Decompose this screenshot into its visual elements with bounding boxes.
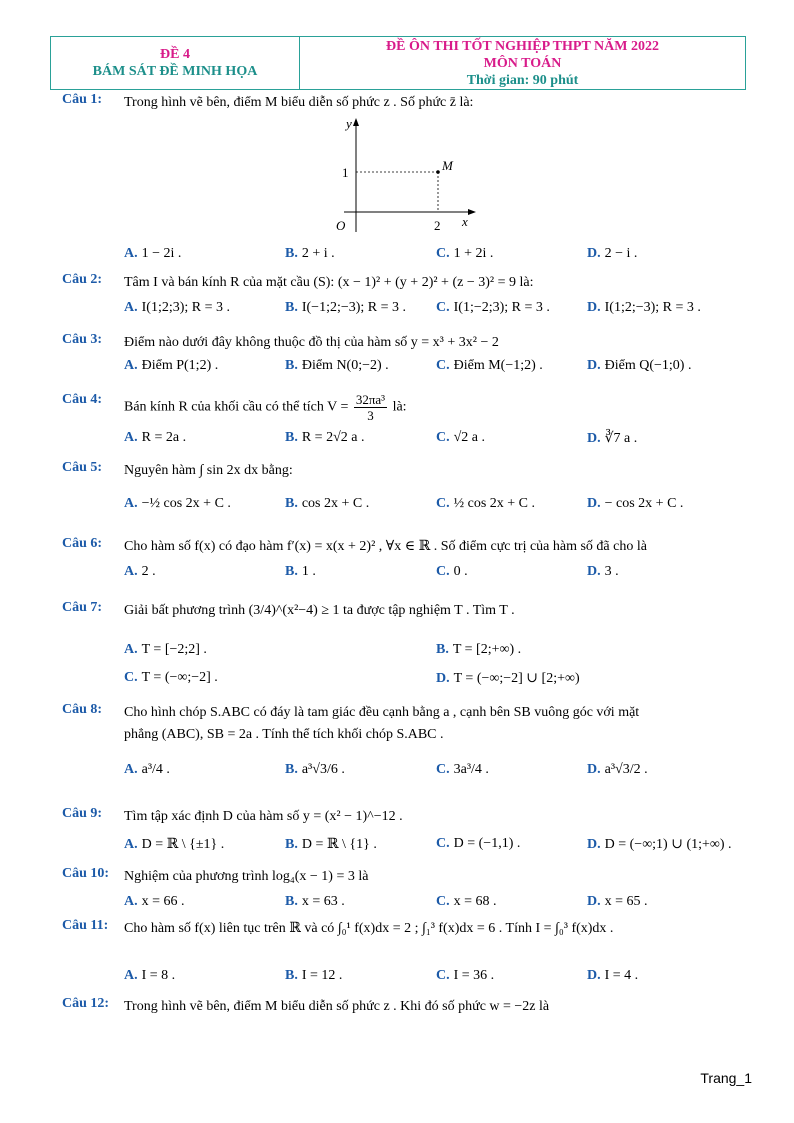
answer-option-b[interactable] (285, 246, 335, 262)
option-text: 1 − 2i . (141, 246, 182, 261)
answer-option-b[interactable] (285, 968, 342, 984)
option-text: 2 + i . (301, 246, 335, 261)
option-letter: B. (285, 358, 298, 373)
option-text: I = 4 . (604, 968, 639, 983)
question-text-line1: Cho hàm số f(x) liên tục trên ℝ và có ∫₀¹ f(x)dx = 2 ; ∫₁³ f(x)dx = 6 . Tính I = ∫₀³ f(x)dx . (124, 921, 614, 936)
answer-option-d[interactable] (587, 894, 648, 910)
option-letter: A. (124, 762, 138, 777)
answer-option-a[interactable] (124, 894, 185, 910)
option-letter: B. (285, 564, 298, 579)
option-text: √2 a . (453, 430, 486, 445)
option-text: I(−1;2;−3); R = 3 . (301, 300, 407, 315)
option-letter: B. (436, 642, 449, 657)
answer-option-c[interactable] (436, 762, 489, 778)
answer-option-a[interactable] (124, 358, 218, 374)
question-label: Câu 10: (62, 866, 110, 881)
option-text: 1 + 2i . (453, 246, 494, 261)
point-label: M (442, 158, 453, 173)
x-tick-label: 2 (434, 218, 441, 233)
answer-option-d[interactable] (587, 836, 732, 853)
question-text (124, 392, 758, 423)
answer-option-a[interactable] (124, 496, 231, 512)
option-text: a³√3/2 . (604, 762, 648, 777)
question-text-line1: Tìm tập xác định D của hàm số y = (x² − 1)^−12 . (124, 809, 403, 824)
answer-option-a[interactable] (124, 564, 156, 580)
option-letter: C. (436, 836, 450, 851)
answer-option-c[interactable] (436, 968, 494, 984)
answer-option-b[interactable] (285, 836, 377, 853)
answer-option-b[interactable] (285, 300, 406, 316)
question-text (124, 536, 758, 558)
question-text-line1: Cho hàm số f(x) có đạo hàm f′(x) = x(x + 2)² , ∀x ∈ ℝ . Số điểm cực trị của hàm số đã cho là (124, 539, 647, 554)
exam-subtitle: BÁM SÁT ĐỀ MINH HỌA (92, 64, 258, 79)
question-text-after: là: (392, 399, 407, 415)
option-text: Điểm N(0;−2) . (301, 358, 389, 373)
option-letter: A. (124, 358, 138, 373)
option-text: a³/4 . (141, 762, 170, 777)
option-text: 3a³/4 . (453, 762, 489, 777)
question-text-line1: Nguyên hàm ∫ sin 2x dx bằng: (124, 463, 293, 478)
option-text: D = (−∞;1) ∪ (1;+∞) . (604, 837, 732, 852)
x-axis-label: x (462, 214, 468, 229)
answer-option-a[interactable] (124, 968, 175, 984)
fraction-denominator: 3 (367, 408, 374, 423)
y-tick-label: 1 (342, 165, 349, 180)
volume-fraction (354, 392, 387, 423)
option-letter: B. (285, 894, 298, 909)
question-text-line1: Tâm I và bán kính R của mặt cầu (S): (x − 1)² + (y + 2)² + (z − 3)² = 9 là: (124, 275, 534, 290)
answer-option-d[interactable] (587, 496, 683, 512)
option-text: T = [−2;2] . (141, 642, 207, 657)
option-letter: D. (587, 300, 601, 315)
option-text: a³√3/6 . (301, 762, 345, 777)
answer-option-d[interactable] (587, 968, 638, 984)
question-text (124, 600, 758, 622)
option-letter: C. (436, 358, 450, 373)
option-text: −½ cos 2x + C . (141, 496, 231, 511)
answer-option-a[interactable] (124, 430, 186, 446)
option-text: R = 2√2 a . (301, 430, 365, 445)
option-text: Điểm Q(−1;0) . (604, 358, 692, 373)
option-text: T = (−∞;−2] . (141, 670, 218, 685)
option-letter: C. (436, 564, 450, 579)
answer-option-b[interactable] (285, 564, 316, 580)
option-letter: B. (285, 300, 298, 315)
question-label: Câu 2: (62, 272, 103, 287)
question-text (124, 332, 758, 354)
answer-option-c[interactable] (436, 358, 543, 374)
option-text: T = [2;+∞) . (452, 642, 522, 657)
question-text-line2: phẳng (ABC), SB = 2a . Tính thể tích khối chóp S.ABC . (124, 727, 444, 742)
option-letter: B. (285, 430, 298, 445)
option-letter: D. (587, 431, 601, 446)
option-letter: D. (587, 358, 601, 373)
option-text: D = ℝ \ {±1} . (141, 837, 225, 852)
answer-option-b[interactable] (285, 496, 369, 512)
option-letter: D. (587, 894, 601, 909)
question-text-line1: Trong hình vẽ bên, điểm M biểu diễn số phức z . Số phức z̄ là: (124, 95, 474, 110)
answer-option-d[interactable] (587, 564, 619, 580)
option-letter: A. (124, 496, 138, 511)
answer-option-a[interactable] (124, 246, 181, 262)
option-letter: B. (285, 246, 298, 261)
option-letter: D. (436, 671, 450, 686)
answer-option-a[interactable] (124, 300, 230, 316)
option-letter: A. (124, 300, 138, 315)
option-letter: D. (587, 762, 601, 777)
exam-header (50, 36, 746, 90)
option-letter: C. (124, 670, 138, 685)
origin-label: O (336, 218, 346, 233)
answer-option-d[interactable] (587, 430, 637, 447)
option-letter: A. (124, 642, 138, 657)
answer-option-b[interactable] (285, 430, 364, 446)
option-letter: D. (587, 496, 601, 511)
answer-option-c[interactable] (436, 894, 497, 910)
question-text-line1: Trong hình vẽ bên, điểm M biểu diễn số phức z . Khi đó số phức w = −2z là (124, 999, 550, 1014)
option-text: 2 − i . (604, 246, 638, 261)
option-text: I = 36 . (453, 968, 495, 983)
option-letter: A. (124, 837, 138, 852)
option-text: I = 12 . (301, 968, 343, 983)
question-text-line1: Điểm nào dưới đây không thuộc đồ thị của hàm số y = x³ + 3x² − 2 (124, 335, 499, 350)
answer-option-d[interactable] (436, 670, 580, 687)
question-label: Câu 8: (62, 702, 103, 717)
option-text: 3 . (604, 564, 619, 579)
question-text (124, 272, 758, 294)
option-letter: C. (436, 430, 450, 445)
option-text: 0 . (453, 564, 468, 579)
option-letter: D. (587, 968, 601, 983)
answer-option-c[interactable] (436, 300, 550, 316)
option-letter: A. (124, 968, 138, 983)
header-left (51, 37, 300, 89)
option-text: − cos 2x + C . (604, 496, 684, 511)
answer-option-a[interactable] (124, 836, 224, 853)
question-label: Câu 1: (62, 92, 103, 107)
answer-option-d[interactable] (587, 762, 648, 778)
answer-option-c[interactable] (436, 836, 520, 852)
option-letter: A. (124, 564, 138, 579)
option-text: 2 . (141, 564, 156, 579)
option-text: ½ cos 2x + C . (453, 496, 536, 511)
option-letter: B. (285, 968, 298, 983)
answer-option-c[interactable] (124, 670, 218, 686)
question-text-line1: Cho hình chóp S.ABC có đáy là tam giác đều cạnh bằng a , cạnh bên SB vuông góc với mặt (124, 705, 640, 720)
option-letter: B. (285, 837, 298, 852)
option-letter: D. (587, 837, 601, 852)
option-letter: D. (587, 564, 601, 579)
option-letter: A. (124, 430, 138, 445)
option-text: I(1;−2;3); R = 3 . (453, 300, 550, 315)
answer-option-d[interactable] (587, 358, 691, 374)
question-text (124, 702, 758, 746)
answer-option-b[interactable] (285, 358, 389, 374)
question-text (124, 806, 758, 828)
answer-option-b[interactable] (285, 762, 345, 778)
option-text: Điểm M(−1;2) . (453, 358, 543, 373)
exam-subject: MÔN TOÁN (483, 55, 562, 71)
question-label: Câu 5: (62, 460, 103, 475)
question-text-line1: Nghiệm của phương trình log₄(x − 1) = 3 là (124, 869, 369, 884)
option-letter: C. (436, 246, 450, 261)
answer-option-d[interactable] (587, 300, 701, 316)
option-letter: C. (436, 762, 450, 777)
question-text (124, 996, 758, 1018)
exam-number: ĐỀ 4 (160, 47, 190, 62)
question-label: Câu 6: (62, 536, 103, 551)
question-label: Câu 11: (62, 918, 109, 933)
option-text: D = (−1,1) . (453, 836, 521, 851)
option-text: I(1;2;−3); R = 3 . (604, 300, 701, 315)
option-text: x = 66 . (141, 894, 185, 909)
fraction-numerator: 32πa³ (355, 392, 386, 407)
option-text: I = 8 . (141, 968, 176, 983)
option-letter: C. (436, 496, 450, 511)
answer-option-c[interactable] (436, 430, 485, 446)
question-text (124, 460, 758, 482)
option-letter: C. (436, 300, 450, 315)
option-text: x = 68 . (453, 894, 497, 909)
option-letter: A. (124, 246, 138, 261)
option-letter: D. (587, 246, 601, 261)
option-text: 1 . (301, 564, 316, 579)
option-text: Điểm P(1;2) . (141, 358, 219, 373)
option-text: R = 2a . (141, 430, 187, 445)
option-letter: C. (436, 894, 450, 909)
question-text-before: Bán kính R của khối cầu có thể tích V = (124, 399, 349, 415)
question-label: Câu 9: (62, 806, 103, 821)
question-text-line1: Giải bất phương trình (3/4)^(x²−4) ≥ 1 ta được tập nghiệm T . Tìm T . (124, 603, 515, 618)
page-number: Trang_1 (700, 1070, 752, 1086)
question-label: Câu 7: (62, 600, 103, 615)
question-text (124, 918, 758, 940)
answer-option-c[interactable] (436, 564, 468, 580)
answer-option-a[interactable] (124, 762, 170, 778)
answer-option-b[interactable] (285, 894, 345, 910)
option-text: x = 63 . (301, 894, 345, 909)
option-letter: C. (436, 968, 450, 983)
question-label: Câu 4: (62, 392, 103, 407)
option-letter: A. (124, 894, 138, 909)
answer-option-c[interactable] (436, 246, 493, 262)
option-text: cos 2x + C . (301, 496, 370, 511)
option-letter: B. (285, 496, 298, 511)
question-label: Câu 3: (62, 332, 103, 347)
answer-option-b[interactable] (436, 642, 521, 658)
y-axis-label: y (346, 116, 352, 131)
question-label: Câu 12: (62, 996, 110, 1011)
option-text: I(1;2;3); R = 3 . (141, 300, 231, 315)
question-text (124, 92, 758, 114)
complex-plane-figure (330, 114, 480, 244)
header-right (300, 37, 745, 89)
answer-option-a[interactable] (124, 642, 207, 658)
option-text: D = ℝ \ {1} . (301, 837, 377, 852)
option-letter: B. (285, 762, 298, 777)
option-text: T = (−∞;−2] ∪ [2;+∞) (453, 671, 580, 686)
option-text: x = 65 . (604, 894, 648, 909)
option-text: ∛7 a . (604, 431, 638, 446)
answer-option-c[interactable] (436, 496, 535, 512)
exam-title: ĐỀ ÔN THI TỐT NGHIỆP THPT NĂM 2022 (386, 38, 659, 54)
question-text (124, 866, 758, 888)
exam-duration: Thời gian: 90 phút (466, 72, 579, 88)
answer-option-d[interactable] (587, 246, 637, 262)
